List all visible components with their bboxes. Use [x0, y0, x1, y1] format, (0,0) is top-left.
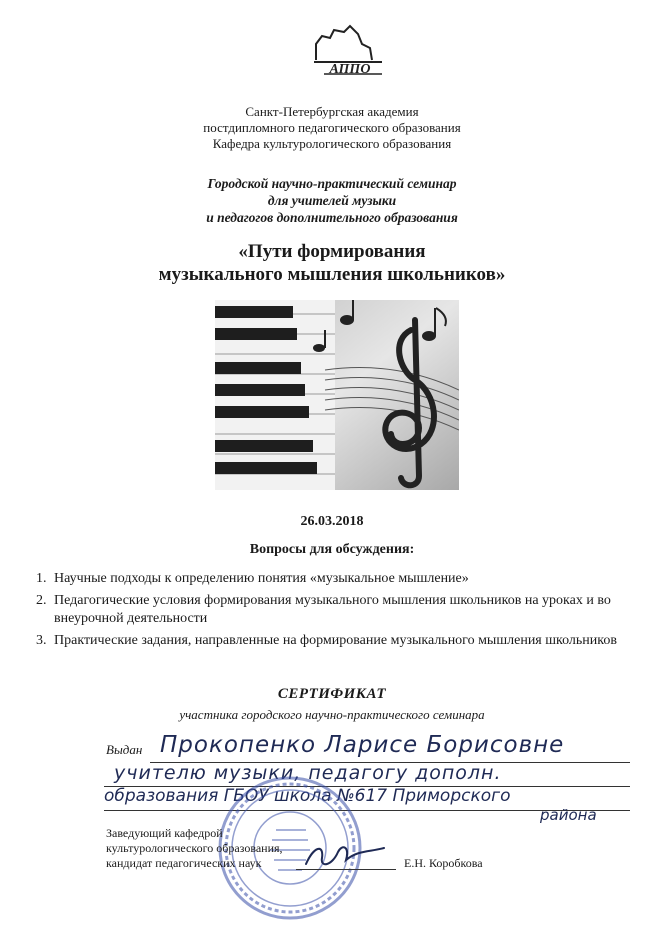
handwritten-school: образования ГБОУ школа №617 Приморского — [104, 786, 511, 806]
question-number: 2. — [36, 593, 47, 608]
seminar-date: 26.03.2018 — [300, 514, 364, 529]
certificate-subtitle: участника городского научно-практического семинара — [179, 707, 485, 722]
question-text: Педагогические условия формирования музыкального мышления школьников на уроках и во внеурочной деятельности — [54, 593, 611, 626]
signer-name: Е.Н. Коробкова — [404, 856, 483, 870]
seminar-line-1: Городской научно-практический семинар — [207, 176, 457, 191]
question-text: Научные подходы к определению понятия «музыкальное мышление» — [54, 571, 469, 586]
question-item-1 — [36, 570, 636, 588]
logo-text: АППО — [329, 62, 371, 77]
title-line-1: «Пути формирования — [238, 241, 426, 262]
question-number: 3. — [36, 633, 47, 648]
question-number: 1. — [36, 571, 47, 586]
org-line-3: Кафедра культурологического образования — [212, 136, 452, 151]
signature-line — [296, 869, 396, 870]
organization-block — [0, 104, 664, 152]
issued-label: Выдан — [106, 742, 143, 757]
seminar-line-2: для учителей музыки — [267, 193, 397, 208]
seminar-block — [0, 175, 664, 226]
title-line-2: музыкального мышления школьников» — [158, 264, 506, 285]
seminar-line-3: и педагогов дополнительного образования — [206, 210, 458, 225]
seminar-title — [0, 240, 664, 286]
piano-treble-clef-image — [215, 300, 459, 490]
handwritten-position: учителю музыки, педагогу дополн. — [114, 762, 502, 784]
question-item-3 — [36, 632, 636, 650]
handwritten-signature — [300, 838, 390, 872]
appo-logo — [310, 22, 390, 84]
question-item-2 — [36, 592, 636, 628]
question-text: Практические задания, направленные на формирование музыкального мышления школьников — [54, 633, 617, 648]
org-line-1: Санкт-Петербургская академия — [245, 104, 419, 119]
signer-line-1: Заведующий кафедрой — [106, 826, 223, 840]
questions-list — [36, 570, 636, 654]
handwritten-district: района — [540, 806, 597, 824]
signer-line-3: кандидат педагогических наук — [106, 856, 262, 870]
certificate-title: СЕРТИФИКАТ — [277, 686, 387, 702]
org-line-2: постдипломного педагогического образования — [203, 120, 461, 135]
signer-line-2: культурологического образования, — [106, 841, 283, 855]
questions-heading: Вопросы для обсуждения: — [249, 542, 415, 557]
handwritten-recipient-name: Прокопенко Ларисе Борисовне — [160, 732, 565, 758]
signer-block — [106, 826, 283, 871]
